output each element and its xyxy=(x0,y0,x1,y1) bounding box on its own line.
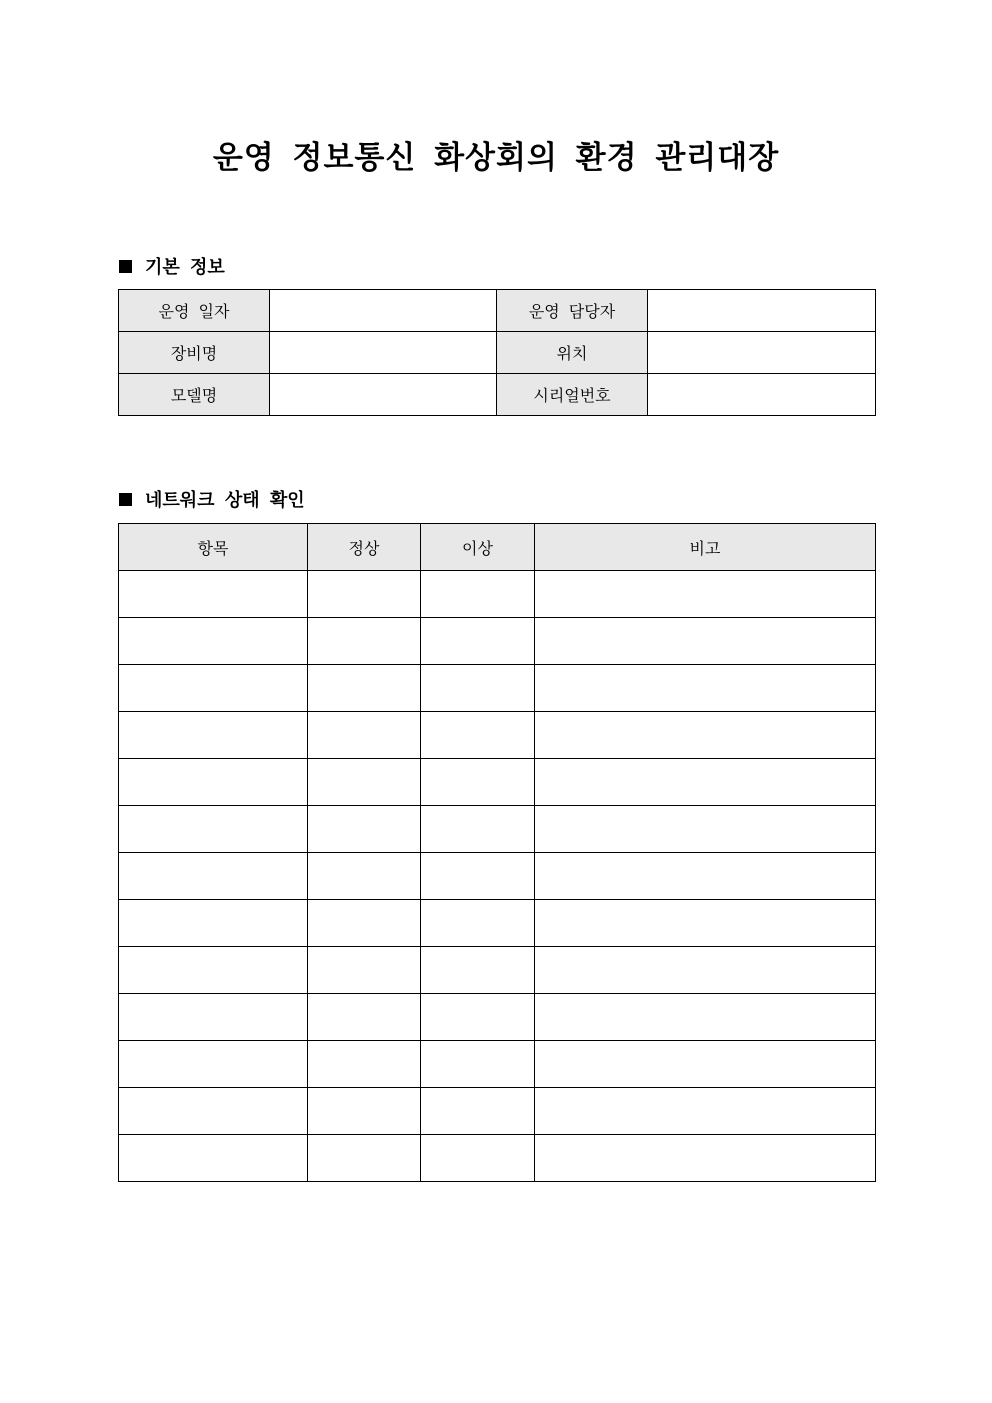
table-row xyxy=(119,665,876,712)
normal-check-cell[interactable] xyxy=(308,571,421,618)
remarks-cell[interactable] xyxy=(535,900,876,947)
item-cell[interactable] xyxy=(119,1041,308,1088)
normal-check-cell[interactable] xyxy=(308,900,421,947)
item-cell[interactable] xyxy=(119,759,308,806)
item-cell[interactable] xyxy=(119,712,308,759)
remarks-cell[interactable] xyxy=(535,806,876,853)
network-status-table xyxy=(118,523,876,1182)
table-row xyxy=(119,853,876,900)
network-status-body xyxy=(119,571,876,1182)
normal-check-cell[interactable] xyxy=(308,1088,421,1135)
normal-check-cell[interactable] xyxy=(308,759,421,806)
info-label-location: 위치 xyxy=(497,332,648,374)
info-label-serial-number: 시리얼번호 xyxy=(497,374,648,416)
remarks-cell[interactable] xyxy=(535,1135,876,1182)
item-cell[interactable] xyxy=(119,900,308,947)
abnormal-check-cell[interactable] xyxy=(421,1088,535,1135)
item-cell[interactable] xyxy=(119,806,308,853)
normal-check-cell[interactable] xyxy=(308,618,421,665)
square-bullet-icon xyxy=(119,260,132,273)
remarks-cell[interactable] xyxy=(535,665,876,712)
remarks-cell[interactable] xyxy=(535,947,876,994)
abnormal-check-cell[interactable] xyxy=(421,994,535,1041)
table-row xyxy=(119,1088,876,1135)
remarks-cell[interactable] xyxy=(535,712,876,759)
network-status-heading xyxy=(119,486,305,512)
location-field[interactable] xyxy=(648,332,876,374)
abnormal-check-cell[interactable] xyxy=(421,947,535,994)
table-row xyxy=(119,618,876,665)
remarks-cell[interactable] xyxy=(535,618,876,665)
network-header-row xyxy=(119,524,876,571)
table-row xyxy=(119,1135,876,1182)
normal-check-cell[interactable] xyxy=(308,947,421,994)
normal-check-cell[interactable] xyxy=(308,853,421,900)
info-row xyxy=(119,290,876,332)
item-cell[interactable] xyxy=(119,618,308,665)
item-cell[interactable] xyxy=(119,1135,308,1182)
item-cell[interactable] xyxy=(119,1088,308,1135)
operation-manager-field[interactable] xyxy=(648,290,876,332)
table-row xyxy=(119,947,876,994)
basic-info-heading-label: 기본 정보 xyxy=(145,257,225,278)
abnormal-check-cell[interactable] xyxy=(421,712,535,759)
model-name-field[interactable] xyxy=(270,374,497,416)
info-row xyxy=(119,374,876,416)
network-status-heading-label: 네트워크 상태 확인 xyxy=(145,490,305,511)
equipment-name-field[interactable] xyxy=(270,332,497,374)
square-bullet-icon xyxy=(119,493,132,506)
document-title: 운영 정보통신 화상회의 환경 관리대장 xyxy=(212,140,780,176)
remarks-cell[interactable] xyxy=(535,853,876,900)
item-cell[interactable] xyxy=(119,571,308,618)
normal-check-cell[interactable] xyxy=(308,1135,421,1182)
abnormal-check-cell[interactable] xyxy=(421,853,535,900)
abnormal-check-cell[interactable] xyxy=(421,618,535,665)
table-row xyxy=(119,806,876,853)
info-label-model-name: 모델명 xyxy=(119,374,270,416)
basic-info-heading xyxy=(119,253,225,279)
item-cell[interactable] xyxy=(119,947,308,994)
abnormal-check-cell[interactable] xyxy=(421,900,535,947)
normal-check-cell[interactable] xyxy=(308,1041,421,1088)
info-label-operation-date: 운영 일자 xyxy=(119,290,270,332)
table-row xyxy=(119,712,876,759)
table-row xyxy=(119,900,876,947)
info-row xyxy=(119,332,876,374)
remarks-cell[interactable] xyxy=(535,1088,876,1135)
remarks-cell[interactable] xyxy=(535,571,876,618)
column-header-normal: 정상 xyxy=(308,524,421,571)
column-header-abnormal: 이상 xyxy=(421,524,535,571)
normal-check-cell[interactable] xyxy=(308,806,421,853)
item-cell[interactable] xyxy=(119,994,308,1041)
item-cell[interactable] xyxy=(119,665,308,712)
column-header-remarks: 비고 xyxy=(535,524,876,571)
normal-check-cell[interactable] xyxy=(308,994,421,1041)
abnormal-check-cell[interactable] xyxy=(421,1041,535,1088)
item-cell[interactable] xyxy=(119,853,308,900)
remarks-cell[interactable] xyxy=(535,759,876,806)
remarks-cell[interactable] xyxy=(535,994,876,1041)
abnormal-check-cell[interactable] xyxy=(421,759,535,806)
operation-date-field[interactable] xyxy=(270,290,497,332)
serial-number-field[interactable] xyxy=(648,374,876,416)
info-label-operation-manager: 운영 담당자 xyxy=(497,290,648,332)
abnormal-check-cell[interactable] xyxy=(421,665,535,712)
column-header-item: 항목 xyxy=(119,524,308,571)
normal-check-cell[interactable] xyxy=(308,712,421,759)
table-row xyxy=(119,1041,876,1088)
abnormal-check-cell[interactable] xyxy=(421,571,535,618)
basic-info-table xyxy=(118,289,876,416)
abnormal-check-cell[interactable] xyxy=(421,806,535,853)
table-row xyxy=(119,994,876,1041)
remarks-cell[interactable] xyxy=(535,1041,876,1088)
normal-check-cell[interactable] xyxy=(308,665,421,712)
info-label-equipment-name: 장비명 xyxy=(119,332,270,374)
abnormal-check-cell[interactable] xyxy=(421,1135,535,1182)
table-row xyxy=(119,571,876,618)
table-row xyxy=(119,759,876,806)
